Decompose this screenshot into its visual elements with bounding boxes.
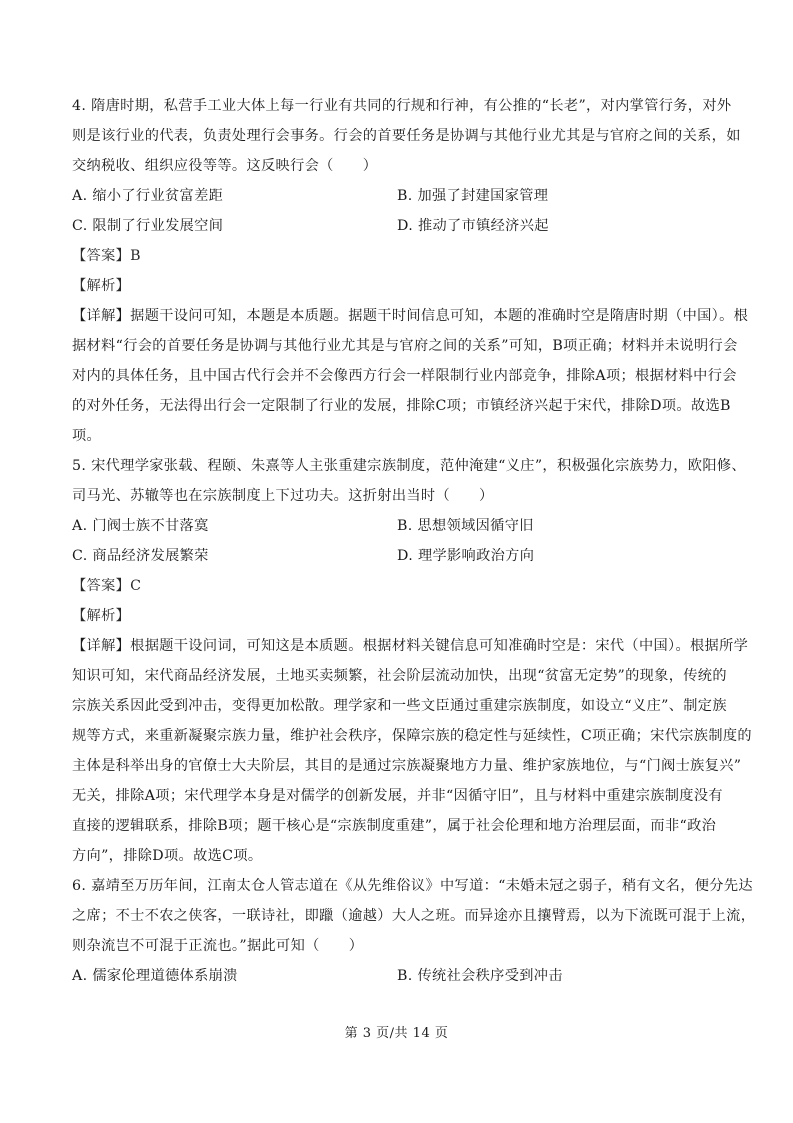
detail-line: 知识可知，宋代商品经济发展，土地买卖频繁，社会阶层流动加快，出现“贫富无定势”的现象，传统的 <box>72 668 727 684</box>
question-4-detail <box>72 301 749 451</box>
answer-label: 【答案】B <box>72 248 141 264</box>
stem-line: 则杂流岂不可混于正流也。”据此可知（ ） <box>72 938 364 954</box>
detail-line: 的对外任务，无法得出行会一定限制了行业的发展，排除C项；市镇经济兴起于宋代，排除D项。故选B <box>72 398 731 414</box>
question-5-detail <box>72 631 752 871</box>
detail-line: 据材料“行会的首要任务是协调与其他行业尤其是与官府之间的关系”可知，B项正确；材料并未说明行会 <box>72 338 738 354</box>
answer-label: 【答案】C <box>72 578 142 594</box>
option-c: C. 商品经济发展繁荣 <box>72 548 209 564</box>
detail-line: 主体是科举出身的官僚士大夫阶层，其目的是通过宗族凝聚地方力量、维护家族地位，与“门阀士族复兴” <box>72 758 742 774</box>
detail-line: 直接的逻辑联系，排除B项；题干核心是“宗族制度重建”，属于社会伦理和地方治理层面，而非“政治 <box>72 818 717 834</box>
question-4-options <box>72 181 724 241</box>
question-4-stem <box>72 91 741 181</box>
option-b: B. 传统社会秩序受到冲击 <box>397 968 563 984</box>
option-b: B. 加强了封建国家管理 <box>397 188 549 204</box>
question-5 <box>72 451 752 871</box>
question-6-options <box>72 961 724 991</box>
option-c: C. 限制了行业发展空间 <box>72 218 224 234</box>
analysis-label: 【解析】 <box>72 608 131 624</box>
option-d: D. 理学影响政治方向 <box>397 548 535 564</box>
detail-line: 【详解】据题干设问可知，本题是本质题。据题干时间信息可知，本题的准确时空是隋唐时期（中国）。根 <box>72 308 749 324</box>
detail-line: 【详解】根据题干设问词，可知这是本质题。根据材料关键信息可知准确时空是：宋代（中国）。根据所学 <box>72 638 749 654</box>
question-6-stem <box>72 871 756 961</box>
detail-line: 项。 <box>72 428 102 444</box>
stem-line: 5. 宋代理学家张载、程颐、朱熹等人主张重建宗族制度，范仲淹建“义庄”，积极强化宗族势力，欧阳修、 <box>72 458 746 474</box>
option-d: D. 推动了市镇经济兴起 <box>397 218 549 234</box>
stem-line: 6. 嘉靖至万历年间，江南太仓人管志道在《从先维俗议》中写道：“未婚未冠之弱子，稍有文名，便分先达 <box>72 878 753 894</box>
option-a: A. 缩小了行业贫富差距 <box>72 188 224 204</box>
detail-line: 无关，排除A项；宋代理学本身是对儒学的创新发展，并非“因循守旧”，且与材料中重建宗族制度没有 <box>72 788 723 804</box>
stem-line: 司马光、苏辙等也在宗族制度上下过功夫。这折射出当时（ ） <box>72 488 494 504</box>
question-4 <box>72 91 749 451</box>
stem-line: 交纳税收、组织应役等等。这反映行会（ ） <box>72 158 378 174</box>
stem-line: 之席；不士不农之侠客，一联诗社，即躐（逾越）大人之班。而异途亦且攘臂焉，以为下流既可混于上流， <box>72 908 756 924</box>
option-a: A. 儒家伦理道德体系崩溃 <box>72 968 238 984</box>
question-5-options <box>72 511 724 571</box>
option-a: A. 门阀士族不甘落寞 <box>72 518 209 534</box>
question-5-stem <box>72 451 746 511</box>
detail-line: 规等方式，来重新凝聚宗族力量，维护社会秩序，保障宗族的稳定性与延续性，C项正确；宋代宗族制度的 <box>72 728 752 744</box>
stem-line: 4. 隋唐时期，私营手工业大体上每一行业有共同的行规和行神，有公推的“长老”，对内掌管行务，对外 <box>72 98 732 114</box>
question-6 <box>72 871 756 991</box>
page-footer: 第 3 页/共 14 页 <box>344 1026 449 1041</box>
page-content <box>72 91 756 991</box>
detail-line: 方向”，排除D项。故选C项。 <box>72 848 263 864</box>
analysis-label: 【解析】 <box>72 278 131 294</box>
detail-line: 宗族关系因此受到冲击，变得更加松散。理学家和一些文臣通过重建宗族制度，如设立“义庄”、制定族 <box>72 698 727 714</box>
detail-line: 对内的具体任务，且中国古代行会并不会像西方行会一样限制行业内部竞争，排除A项；根据材料中行会 <box>72 368 737 384</box>
option-b: B. 思想领域因循守旧 <box>397 518 534 534</box>
stem-line: 则是该行业的代表，负责处理行会事务。行会的首要任务是协调与其他行业尤其是与官府之间的关系，如 <box>72 128 741 144</box>
